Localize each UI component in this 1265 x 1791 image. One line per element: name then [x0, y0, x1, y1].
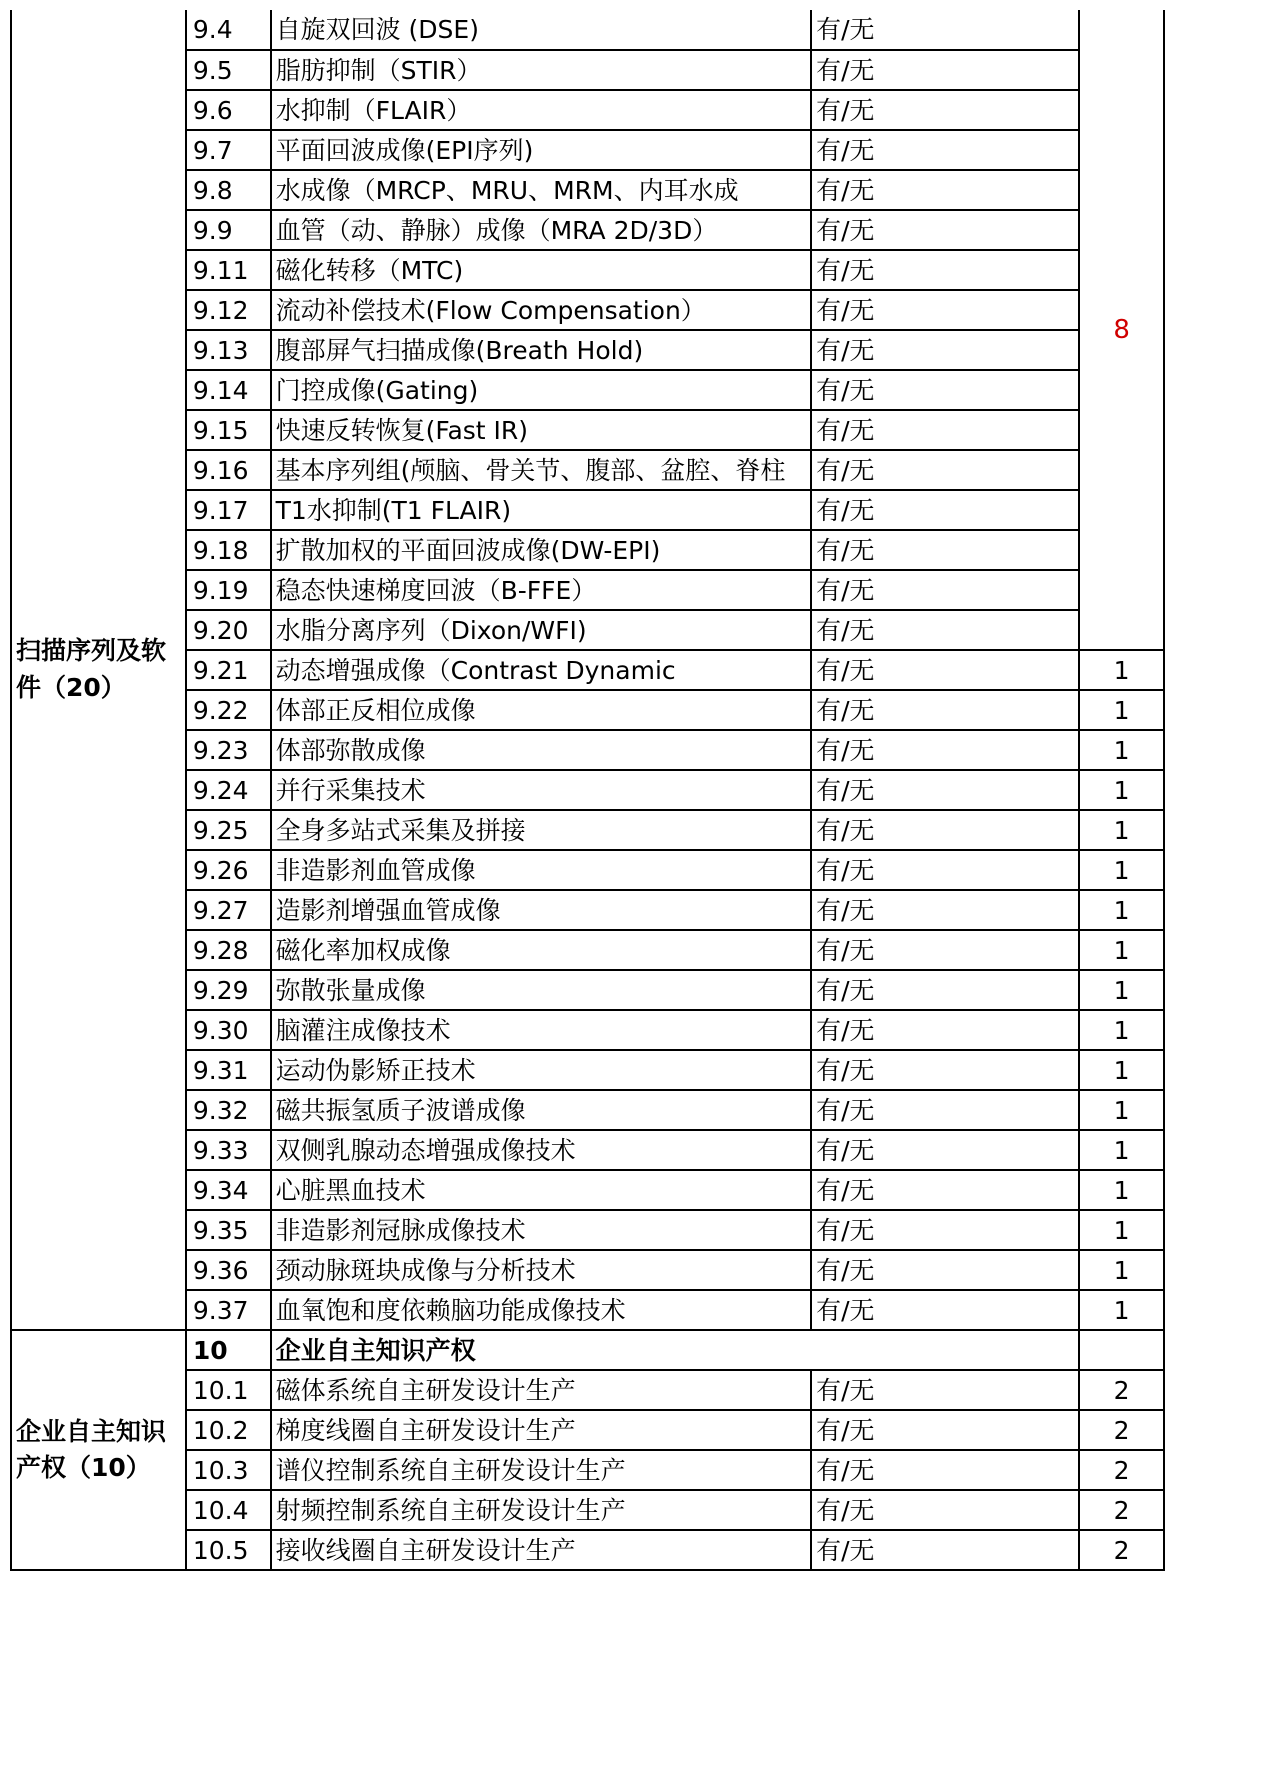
item-status: 有/无 [811, 370, 1079, 410]
item-number: 9.30 [186, 1010, 271, 1050]
item-number: 9.35 [186, 1210, 271, 1250]
item-name: 动态增强成像（Contrast Dynamic [271, 650, 811, 690]
item-name: 平面回波成像(EPI序列) [271, 130, 811, 170]
item-number: 9.5 [186, 50, 271, 90]
item-status: 有/无 [811, 530, 1079, 570]
item-status: 有/无 [811, 1250, 1079, 1290]
item-score: 1 [1079, 730, 1164, 770]
item-number: 9.8 [186, 170, 271, 210]
item-number: 9.34 [186, 1170, 271, 1210]
item-score: 2 [1079, 1450, 1164, 1490]
item-number: 9.29 [186, 970, 271, 1010]
item-number: 9.23 [186, 730, 271, 770]
item-name: 双侧乳腺动态增强成像技术 [271, 1130, 811, 1170]
item-score: 1 [1079, 1210, 1164, 1250]
item-number: 9.13 [186, 330, 271, 370]
item-name: 磁化转移（MTC) [271, 250, 811, 290]
item-number: 9.14 [186, 370, 271, 410]
item-number: 10.4 [186, 1490, 271, 1530]
item-status: 有/无 [811, 450, 1079, 490]
item-number: 10.1 [186, 1370, 271, 1410]
item-number: 9.18 [186, 530, 271, 570]
item-number: 9.25 [186, 810, 271, 850]
item-number: 10.2 [186, 1410, 271, 1450]
item-number: 9.9 [186, 210, 271, 250]
item-name: 扩散加权的平面回波成像(DW-EPI) [271, 530, 811, 570]
item-status: 有/无 [811, 770, 1079, 810]
item-name: 梯度线圈自主研发设计生产 [271, 1410, 811, 1450]
item-status: 有/无 [811, 1050, 1079, 1090]
item-name: T1水抑制(T1 FLAIR) [271, 490, 811, 530]
item-name: 水抑制（FLAIR） [271, 90, 811, 130]
item-number: 9.27 [186, 890, 271, 930]
item-status: 有/无 [811, 690, 1079, 730]
item-number: 9.19 [186, 570, 271, 610]
item-number: 9.37 [186, 1290, 271, 1330]
item-status: 有/无 [811, 730, 1079, 770]
item-name: 脑灌注成像技术 [271, 1010, 811, 1050]
item-status: 有/无 [811, 1290, 1079, 1330]
item-status: 有/无 [811, 50, 1079, 90]
item-status: 有/无 [811, 970, 1079, 1010]
category-cell: 扫描序列及软件（20） [11, 10, 186, 1330]
item-status: 有/无 [811, 1090, 1079, 1130]
item-name: 流动补偿技术(Flow Compensation） [271, 290, 811, 330]
item-status: 有/无 [811, 210, 1079, 250]
item-score: 1 [1079, 970, 1164, 1010]
item-number: 9.16 [186, 450, 271, 490]
item-number: 9.32 [186, 1090, 271, 1130]
item-number: 9.33 [186, 1130, 271, 1170]
item-number: 9.28 [186, 930, 271, 970]
item-score: 1 [1079, 810, 1164, 850]
item-number: 9.7 [186, 130, 271, 170]
item-status: 有/无 [811, 250, 1079, 290]
item-number: 9.11 [186, 250, 271, 290]
item-number: 9.31 [186, 1050, 271, 1090]
section-title: 企业自主知识产权 [271, 1330, 1080, 1370]
item-status: 有/无 [811, 130, 1079, 170]
item-number: 10.3 [186, 1450, 271, 1490]
item-name: 脂肪抑制（STIR） [271, 50, 811, 90]
item-status: 有/无 [811, 1010, 1079, 1050]
category-cell: 企业自主知识产权（10） [11, 1330, 186, 1570]
item-name: 接收线圈自主研发设计生产 [271, 1530, 811, 1570]
item-status: 有/无 [811, 1130, 1079, 1170]
scoring-table [10, 10, 1165, 1571]
item-status: 有/无 [811, 1450, 1079, 1490]
item-name: 门控成像(Gating) [271, 370, 811, 410]
section-number: 10 [186, 1330, 271, 1370]
item-number: 9.21 [186, 650, 271, 690]
item-status: 有/无 [811, 890, 1079, 930]
item-name: 腹部屏气扫描成像(Breath Hold) [271, 330, 811, 370]
item-number: 9.6 [186, 90, 271, 130]
item-score: 1 [1079, 770, 1164, 810]
item-name: 磁共振氢质子波谱成像 [271, 1090, 811, 1130]
item-status: 有/无 [811, 930, 1079, 970]
item-status: 有/无 [811, 810, 1079, 850]
item-name: 血氧饱和度依赖脑功能成像技术 [271, 1290, 811, 1330]
item-name: 自旋双回波 (DSE) [271, 10, 811, 50]
item-name: 血管（动、静脉）成像（MRA 2D/3D） [271, 210, 811, 250]
section-score [1079, 1330, 1164, 1370]
item-number: 9.24 [186, 770, 271, 810]
item-status: 有/无 [811, 490, 1079, 530]
item-status: 有/无 [811, 290, 1079, 330]
item-score: 2 [1079, 1490, 1164, 1530]
scoring-table-body [11, 10, 1164, 1570]
group-score: 8 [1079, 10, 1164, 650]
item-score: 1 [1079, 1050, 1164, 1090]
item-number: 9.12 [186, 290, 271, 330]
item-score: 1 [1079, 1130, 1164, 1170]
item-name: 全身多站式采集及拼接 [271, 810, 811, 850]
item-name: 射频控制系统自主研发设计生产 [271, 1490, 811, 1530]
item-name: 体部正反相位成像 [271, 690, 811, 730]
item-number: 9.22 [186, 690, 271, 730]
item-name: 谱仪控制系统自主研发设计生产 [271, 1450, 811, 1490]
item-status: 有/无 [811, 850, 1079, 890]
item-name: 颈动脉斑块成像与分析技术 [271, 1250, 811, 1290]
item-status: 有/无 [811, 1370, 1079, 1410]
item-status: 有/无 [811, 1530, 1079, 1570]
item-score: 2 [1079, 1410, 1164, 1450]
item-name: 磁体系统自主研发设计生产 [271, 1370, 811, 1410]
item-number: 9.36 [186, 1250, 271, 1290]
item-name: 磁化率加权成像 [271, 930, 811, 970]
item-status: 有/无 [811, 610, 1079, 650]
item-status: 有/无 [811, 1170, 1079, 1210]
item-score: 1 [1079, 1250, 1164, 1290]
item-number: 9.4 [186, 10, 271, 50]
item-number: 9.17 [186, 490, 271, 530]
item-status: 有/无 [811, 570, 1079, 610]
item-score: 2 [1079, 1370, 1164, 1410]
item-name: 基本序列组(颅脑、骨关节、腹部、盆腔、脊柱 [271, 450, 811, 490]
item-status: 有/无 [811, 1210, 1079, 1250]
item-name: 并行采集技术 [271, 770, 811, 810]
item-status: 有/无 [811, 10, 1079, 50]
item-name: 非造影剂冠脉成像技术 [271, 1210, 811, 1250]
item-score: 1 [1079, 1290, 1164, 1330]
item-score: 1 [1079, 1090, 1164, 1130]
item-name: 稳态快速梯度回波（B-FFE） [271, 570, 811, 610]
item-number: 9.15 [186, 410, 271, 450]
item-name: 弥散张量成像 [271, 970, 811, 1010]
item-score: 1 [1079, 690, 1164, 730]
item-number: 10.5 [186, 1530, 271, 1570]
item-number: 9.20 [186, 610, 271, 650]
item-name: 快速反转恢复(Fast IR) [271, 410, 811, 450]
item-status: 有/无 [811, 650, 1079, 690]
item-name: 运动伪影矫正技术 [271, 1050, 811, 1090]
item-score: 1 [1079, 850, 1164, 890]
item-status: 有/无 [811, 330, 1079, 370]
item-name: 体部弥散成像 [271, 730, 811, 770]
item-status: 有/无 [811, 410, 1079, 450]
item-score: 1 [1079, 1170, 1164, 1210]
item-name: 水脂分离序列（Dixon/WFI) [271, 610, 811, 650]
item-name: 心脏黑血技术 [271, 1170, 811, 1210]
item-score: 1 [1079, 890, 1164, 930]
table-row [11, 10, 1164, 50]
item-name: 水成像（MRCP、MRU、MRM、内耳水成 [271, 170, 811, 210]
item-score: 2 [1079, 1530, 1164, 1570]
item-score: 1 [1079, 1010, 1164, 1050]
item-name: 造影剂增强血管成像 [271, 890, 811, 930]
item-status: 有/无 [811, 170, 1079, 210]
item-status: 有/无 [811, 1490, 1079, 1530]
item-name: 非造影剂血管成像 [271, 850, 811, 890]
item-number: 9.26 [186, 850, 271, 890]
item-status: 有/无 [811, 90, 1079, 130]
item-score: 1 [1079, 930, 1164, 970]
item-status: 有/无 [811, 1410, 1079, 1450]
section-header-row [11, 1330, 1164, 1370]
item-score: 1 [1079, 650, 1164, 690]
